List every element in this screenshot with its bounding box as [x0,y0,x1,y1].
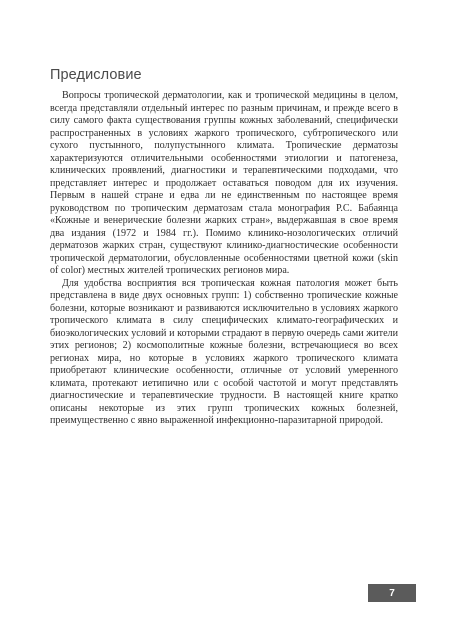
body-text [50,90,398,428]
page-title: Предисловие [50,67,142,83]
page-number-box [368,584,416,602]
page-number: 7 [389,587,395,599]
paragraph: Для удобства восприятия вся тропическая кожная патология может быть представлена в виде двух основных групп: 1) собственно тропические кожные болезни, которые возникают и развиваются исключительно в условиях жаркого тропического климата в силу специфических климато-географических и биоэкологических условий и которыми страдают в первую очередь сами жители этих регионов; 2) космополитные кожные болезни, встречающиеся во всех регионах мира, но которые в условиях жаркого тропического климата приобретают клинические особенности, отличные от условий умеренного климата, протекают иетипично или с особой частотой и могут представлять диагностические и терапевтические трудности. В настоящей книге кратко описаны некоторые из этих групп тропических кожных болезней, преимущественно с явно выраженной инфекционно-паразитарной природой. [50,277,398,426]
paragraph: Вопросы тропической дерматологии, как и тропической медицины в целом, всегда представляли отдельный интерес по разным причинам, и прежде всего в силу самого факта существования группы кожных заболеваний, специфически распространенных в условиях жаркого тропического, субтропического или сухого пустынного, полупустынного климата. Тропические дерматозы характеризуются отличительными особенностями этиологии и патогенеза, клинических проявлений, диагностики и терапевтическими подходами, что представляет интерес и продолжает оставаться поводом для их изучения. Первым в нашей стране и едва ли не единственным по настоящее время руководством по тропическим дерматозам стала монография Р.С. Бабаянца «Кожные и венерические болезни жарких стран», выдержавшая в свое время два издания (1972 и 1984 гг.). Помимо клинико-нозологических отличий дерматозов жарких стран, существуют клинико-диагностические особенности тропической дерматологии, обусловленные особенностями цветной кожи (skin of color) местных жителей тропических регионов мира. [50,90,398,276]
